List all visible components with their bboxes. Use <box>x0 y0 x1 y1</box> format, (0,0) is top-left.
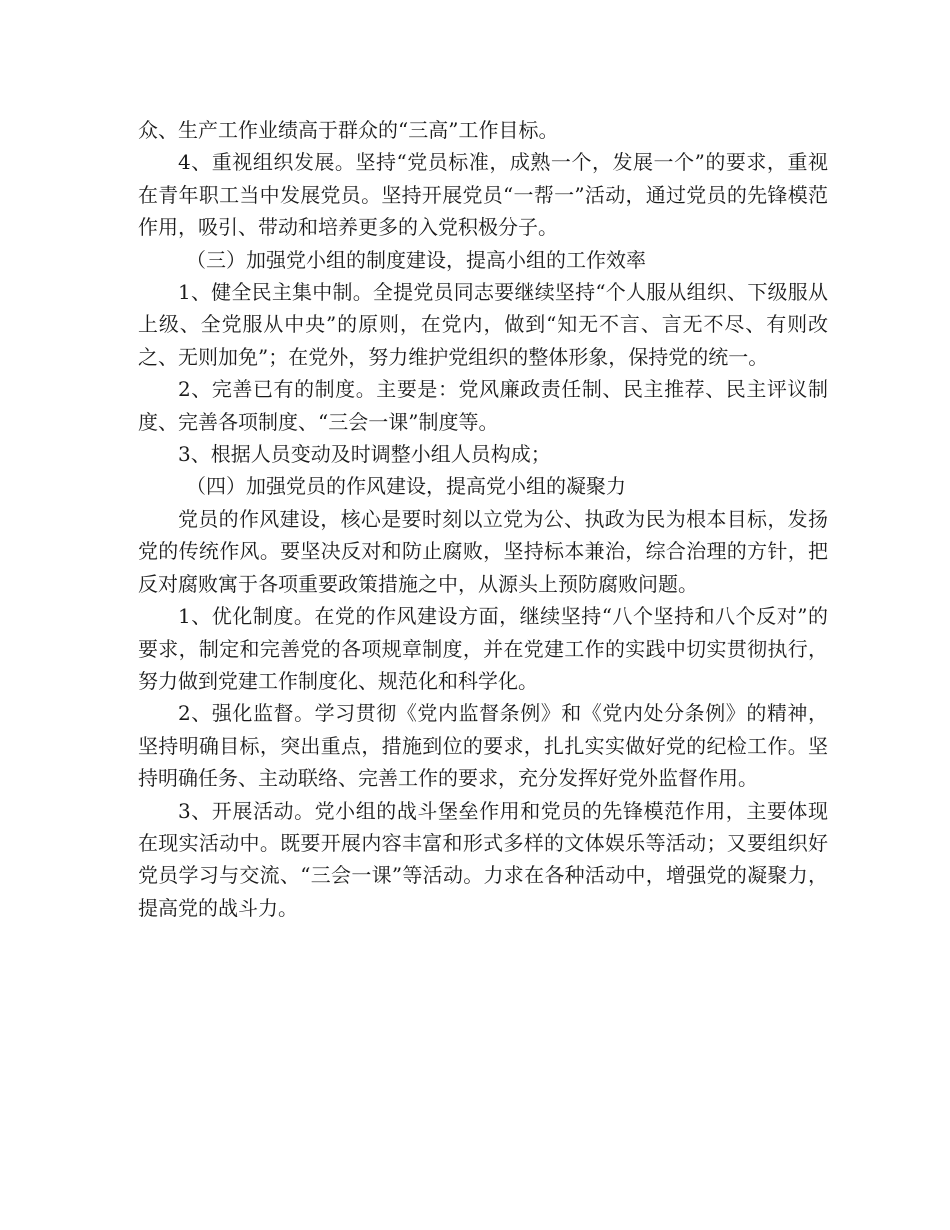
paragraph-item-2-systems: 2、完善已有的制度。主要是：党风廉政责任制、民主推荐、民主评议制度、完善各项制度、“三会一课”制度等。 <box>138 377 828 434</box>
section-heading-3: （三）加强党小组的制度建设，提高小组的工作效率 <box>186 247 646 272</box>
paragraph-item-1-optimize: 1、优化制度。在党的作风建设方面，继续坚持“八个坚持和八个反对”的要求，制定和完善党的各项规章制度，并在党建工作的实践中切实贯彻执行，努力做到党建工作制度化、规范化和科学化。 <box>138 604 828 693</box>
paragraph-item-2-supervision: 2、强化监督。学习贯彻《党内监督条例》和《党内处分条例》的精神，坚持明确目标，突出重点，措施到位的要求，扎扎实实做好党的纪检工作。坚持明确任务、主动联络、完善工作的要求，充分发挥好党外监督作用。 <box>138 701 828 791</box>
paragraph-item-3-personnel: 3、根据人员变动及时调整小组人员构成； <box>178 442 551 467</box>
paragraph-item-1-democratic-centralism: 1、健全民主集中制。全提党员同志要继续坚持“个人服从组织、下级服从上级、全党服从中央”的原则，在党内，做到“知无不言、言无不尽、有则改之、无则加免”；在党外，努力维护党组织的整体形象，保持党的统一。 <box>138 280 828 369</box>
paragraph-item-3-activities: 3、开展活动。党小组的战斗堡垒作用和党员的先锋模范作用，主要体现在现实活动中。既要开展内容丰富和形式多样的文体娱乐等活动；又要组织好党员学习与交流、“三会一课”等活动。力求在各种活动中，增强党的凝聚力，提高党的战斗力。 <box>138 798 828 920</box>
paragraph-item-4-organization: 4、重视组织发展。坚持“党员标准，成熟一个，发展一个”的要求，重视在青年职工当中发展党员。坚持开展党员“一帮一”活动，通过党员的先锋模范作用，吸引、带动和培养更多的入党积极分子。 <box>138 150 828 240</box>
section-heading-4: （四）加强党员的作风建设，提高党小组的凝聚力 <box>186 474 626 499</box>
paragraph-style-building-intro: 党员的作风建设，核心是要时刻以立党为公、执政为民为根本目标，发扬党的传统作风。要坚决反对和防止腐败，坚持标本兼治，综合治理的方针，把反对腐败寓于各项重要政策措施之中，从源头上预防腐败问题。 <box>138 506 828 596</box>
paragraph-continuation: 众、生产工作业绩高于群众的“三高”工作目标。 <box>138 118 559 142</box>
document-page <box>138 114 828 924</box>
